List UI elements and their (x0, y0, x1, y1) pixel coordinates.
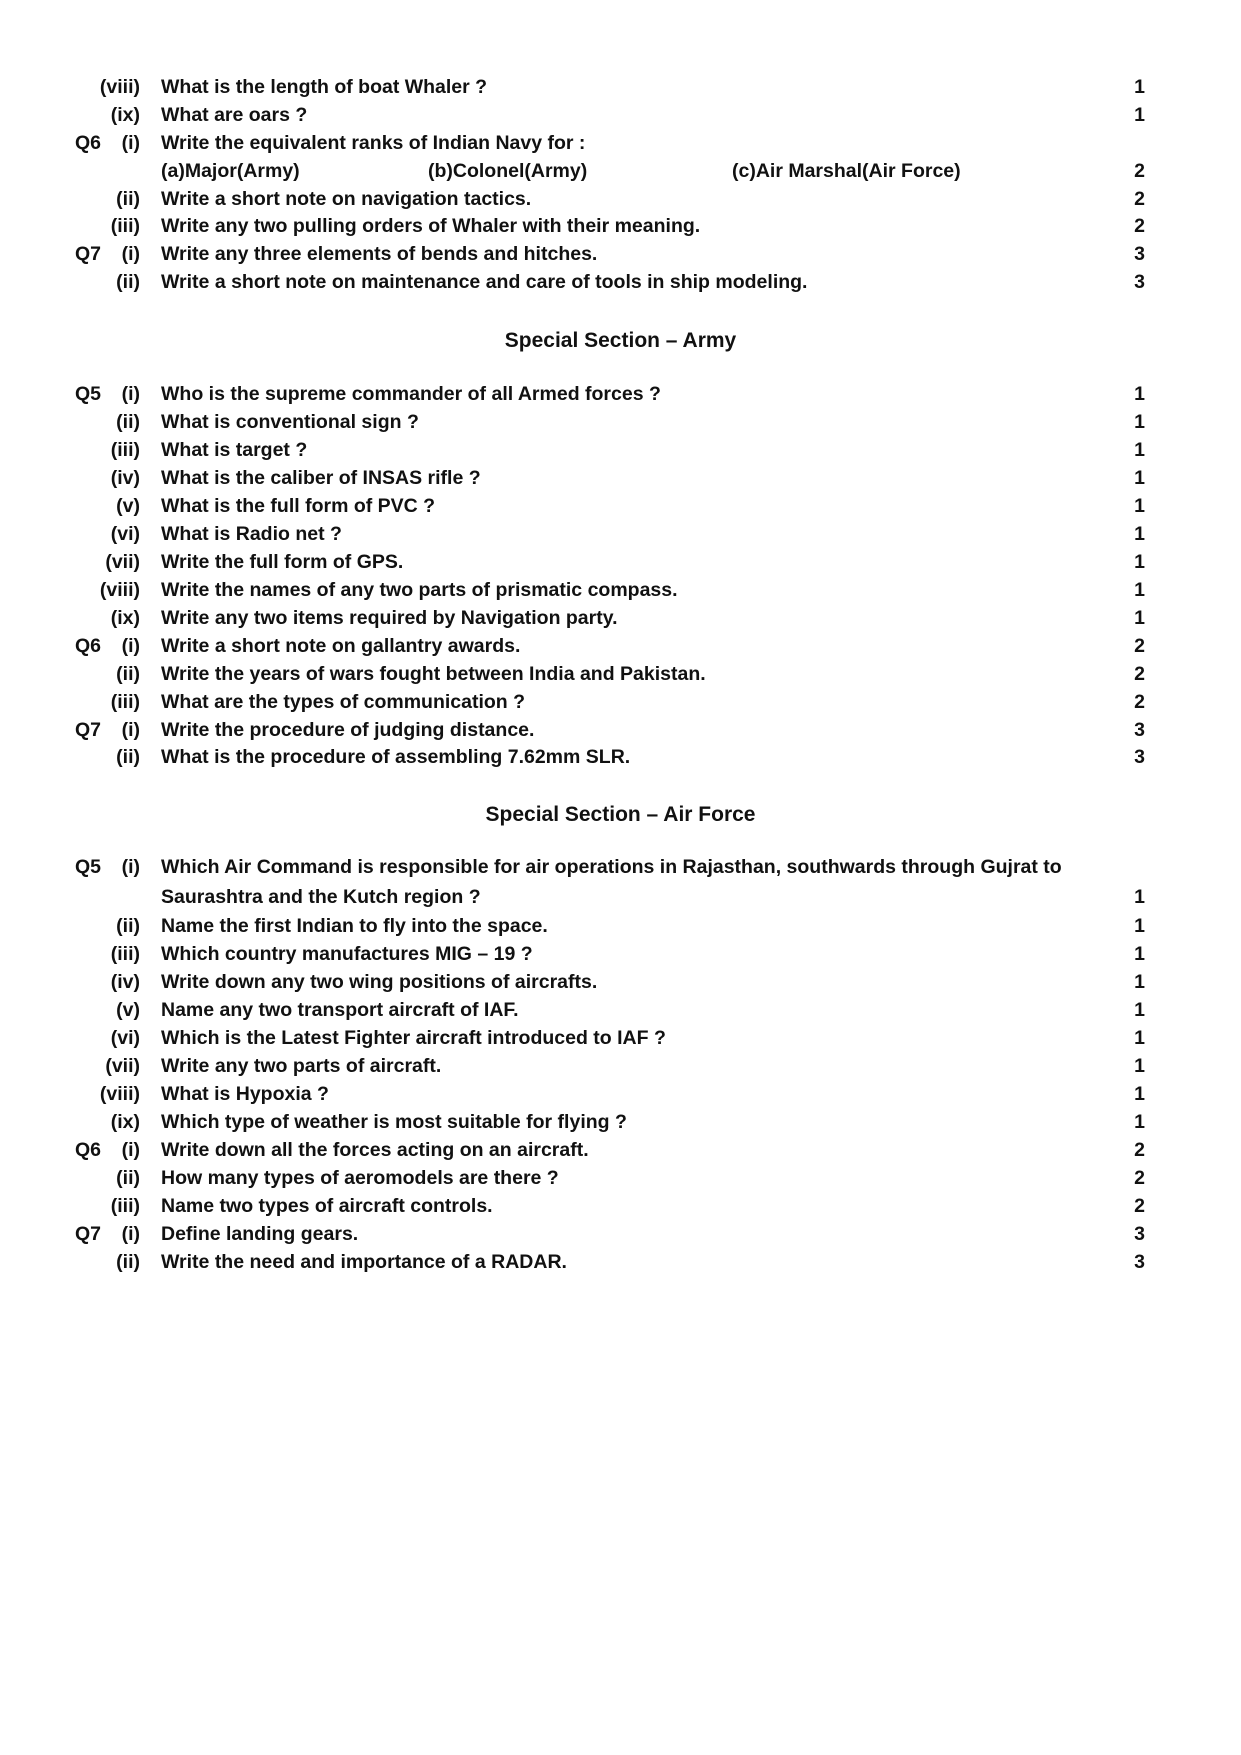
sub-number: (ii) (116, 915, 140, 937)
question-row (0, 1248, 1241, 1276)
question-row (0, 520, 1241, 548)
question-row (0, 73, 1241, 101)
marks: 1 (1134, 971, 1145, 993)
rank-option-a: (a)Major(Army) (161, 160, 300, 182)
question-row (0, 996, 1241, 1024)
question-text: What is Radio net ? (161, 523, 342, 545)
marks: 1 (1134, 607, 1145, 629)
marks: 1 (1134, 411, 1145, 433)
marks: 3 (1134, 271, 1145, 293)
question-number: Q7 (75, 1223, 102, 1245)
marks: 1 (1134, 76, 1145, 98)
question-text: What are the types of communication ? (161, 691, 526, 713)
marks: 1 (1134, 1027, 1145, 1049)
sub-number: (i) (121, 243, 140, 265)
marks: 3 (1134, 746, 1145, 768)
sub-number: (i) (121, 719, 140, 741)
sub-number: (viii) (99, 76, 140, 98)
question-row (0, 576, 1241, 604)
question-row (0, 968, 1241, 996)
sub-number: (iii) (110, 943, 140, 965)
marks: 3 (1134, 1251, 1145, 1273)
question-number: Q6 (75, 1139, 102, 1161)
question-text: Define landing gears. (161, 1223, 359, 1245)
question-number: Q6 (75, 132, 102, 154)
marks: 2 (1134, 663, 1145, 685)
question-number: Q7 (75, 243, 102, 265)
question-row (0, 212, 1241, 240)
marks: 2 (1134, 691, 1145, 713)
question-text: Write down all the forces acting on an aircraft. (161, 1139, 589, 1161)
question-text: Write the full form of GPS. (161, 551, 404, 573)
question-text: What is target ? (161, 439, 308, 461)
question-row (0, 268, 1241, 296)
sub-number: (ii) (116, 188, 140, 210)
question-text: Write the need and importance of a RADAR. (161, 1251, 567, 1273)
marks: 2 (1134, 635, 1145, 657)
marks: 2 (1134, 1139, 1145, 1161)
question-text: What is the full form of PVC ? (161, 495, 436, 517)
sub-number: (i) (121, 1139, 140, 1161)
question-row (0, 604, 1241, 632)
sub-number: (viii) (99, 579, 140, 601)
question-text: Write the equivalent ranks of Indian Navy for : (161, 132, 586, 154)
question-text: Write a short note on gallantry awards. (161, 635, 521, 657)
sub-number: (ix) (110, 607, 140, 629)
sub-number: (i) (121, 856, 140, 878)
sub-number: (vii) (105, 551, 140, 573)
marks: 1 (1134, 467, 1145, 489)
question-row (0, 1164, 1241, 1192)
sub-number: (i) (121, 1223, 140, 1245)
marks: 1 (1134, 1083, 1145, 1105)
sub-number: (ii) (116, 1251, 140, 1273)
sub-number: (ix) (110, 1111, 140, 1133)
marks: 2 (1134, 160, 1145, 182)
question-text: Write down any two wing positions of aircrafts. (161, 971, 598, 993)
marks: 1 (1134, 886, 1145, 908)
question-row (0, 548, 1241, 576)
question-row (0, 743, 1241, 771)
question-number: Q6 (75, 635, 102, 657)
question-text: Write a short note on navigation tactics. (161, 188, 532, 210)
question-row (0, 464, 1241, 492)
sub-number: (ii) (116, 663, 140, 685)
marks: 3 (1134, 1223, 1145, 1245)
sub-number: (ii) (116, 746, 140, 768)
marks: 1 (1134, 495, 1145, 517)
question-text: What is conventional sign ? (161, 411, 419, 433)
question-row (0, 912, 1241, 940)
marks: 1 (1134, 915, 1145, 937)
sub-number: (iii) (110, 1195, 140, 1217)
marks: 1 (1134, 1055, 1145, 1077)
sub-number: (v) (116, 495, 140, 517)
question-row (0, 1220, 1241, 1248)
question-row (0, 1024, 1241, 1052)
sub-number: (i) (121, 132, 140, 154)
section-heading-airforce: Special Section – Air Force (485, 803, 756, 826)
question-row (0, 492, 1241, 520)
question-row (0, 632, 1241, 660)
question-text: What is Hypoxia ? (161, 1083, 329, 1105)
question-text: What are oars ? (161, 104, 308, 126)
question-text: Write any two parts of aircraft. (161, 1055, 442, 1077)
question-row (0, 716, 1241, 744)
marks: 1 (1134, 439, 1145, 461)
question-text: How many types of aeromodels are there ? (161, 1167, 559, 1189)
question-text: Name the first Indian to fly into the space. (161, 915, 548, 937)
question-row (0, 240, 1241, 268)
sub-number: (vi) (110, 1027, 140, 1049)
question-row-continuation (0, 883, 1241, 911)
sub-number: (i) (121, 635, 140, 657)
rank-options-row (0, 157, 1241, 185)
question-text: Write the names of any two parts of prismatic compass. (161, 579, 678, 601)
question-text: Write any three elements of bends and hitches. (161, 243, 598, 265)
question-text: Write the procedure of judging distance. (161, 719, 535, 741)
sub-number: (vii) (105, 1055, 140, 1077)
question-text: Which is the Latest Fighter aircraft introduced to IAF ? (161, 1027, 666, 1049)
question-row (0, 101, 1241, 129)
question-row (0, 1108, 1241, 1136)
question-text: Name two types of aircraft controls. (161, 1195, 493, 1217)
section-heading-army: Special Section – Army (504, 329, 737, 352)
marks: 2 (1134, 215, 1145, 237)
question-number: Q7 (75, 719, 102, 741)
marks: 1 (1134, 551, 1145, 573)
question-row (0, 1192, 1241, 1220)
marks: 1 (1134, 1111, 1145, 1133)
sub-number: (v) (116, 999, 140, 1021)
question-text: Write any two pulling orders of Whaler with their meaning. (161, 215, 701, 237)
question-row (0, 940, 1241, 968)
marks: 1 (1134, 943, 1145, 965)
sub-number: (iv) (110, 467, 140, 489)
marks: 3 (1134, 243, 1145, 265)
sub-number: (ii) (116, 1167, 140, 1189)
marks: 1 (1134, 999, 1145, 1021)
sub-number: (iii) (110, 439, 140, 461)
question-row (0, 436, 1241, 464)
sub-number: (ii) (116, 411, 140, 433)
question-text: Write a short note on maintenance and care of tools in ship modeling. (161, 271, 808, 293)
sub-number: (ix) (110, 104, 140, 126)
rank-option-b: (b)Colonel(Army) (428, 160, 588, 182)
question-row (0, 408, 1241, 436)
marks: 1 (1134, 104, 1145, 126)
marks: 2 (1134, 1195, 1145, 1217)
sub-number: (i) (121, 383, 140, 405)
question-text: Saurashtra and the Kutch region ? (161, 886, 481, 908)
sub-number: (ii) (116, 271, 140, 293)
rank-option-c: (c)Air Marshal(Air Force) (732, 160, 961, 182)
question-row (0, 1080, 1241, 1108)
question-row (0, 1136, 1241, 1164)
question-text: Which type of weather is most suitable for flying ? (161, 1111, 627, 1133)
question-row (0, 380, 1241, 408)
marks: 2 (1134, 188, 1145, 210)
marks: 3 (1134, 719, 1145, 741)
question-row (0, 660, 1241, 688)
question-row (0, 688, 1241, 716)
sub-number: (iii) (110, 215, 140, 237)
sub-number: (iii) (110, 691, 140, 713)
question-row (0, 1052, 1241, 1080)
marks: 1 (1134, 579, 1145, 601)
question-text: Which Air Command is responsible for air operations in Rajasthan, southwards through Gujrat to (161, 856, 1062, 878)
marks: 2 (1134, 1167, 1145, 1189)
question-text: Who is the supreme commander of all Armed forces ? (161, 383, 661, 405)
marks: 1 (1134, 383, 1145, 405)
question-number: Q5 (75, 383, 102, 405)
question-row (0, 185, 1241, 213)
question-text: Write any two items required by Navigation party. (161, 607, 618, 629)
sub-number: (viii) (99, 1083, 140, 1105)
question-row (0, 129, 1241, 157)
question-text: Write the years of wars fought between India and Pakistan. (161, 663, 706, 685)
question-text: What is the length of boat Whaler ? (161, 76, 488, 98)
question-number: Q5 (75, 856, 102, 878)
question-row (0, 853, 1241, 881)
question-text: What is the procedure of assembling 7.62mm SLR. (161, 746, 631, 768)
sub-number: (vi) (110, 523, 140, 545)
question-text: What is the caliber of INSAS rifle ? (161, 467, 481, 489)
sub-number: (iv) (110, 971, 140, 993)
marks: 1 (1134, 523, 1145, 545)
question-text: Which country manufactures MIG – 19 ? (161, 943, 533, 965)
question-text: Name any two transport aircraft of IAF. (161, 999, 519, 1021)
